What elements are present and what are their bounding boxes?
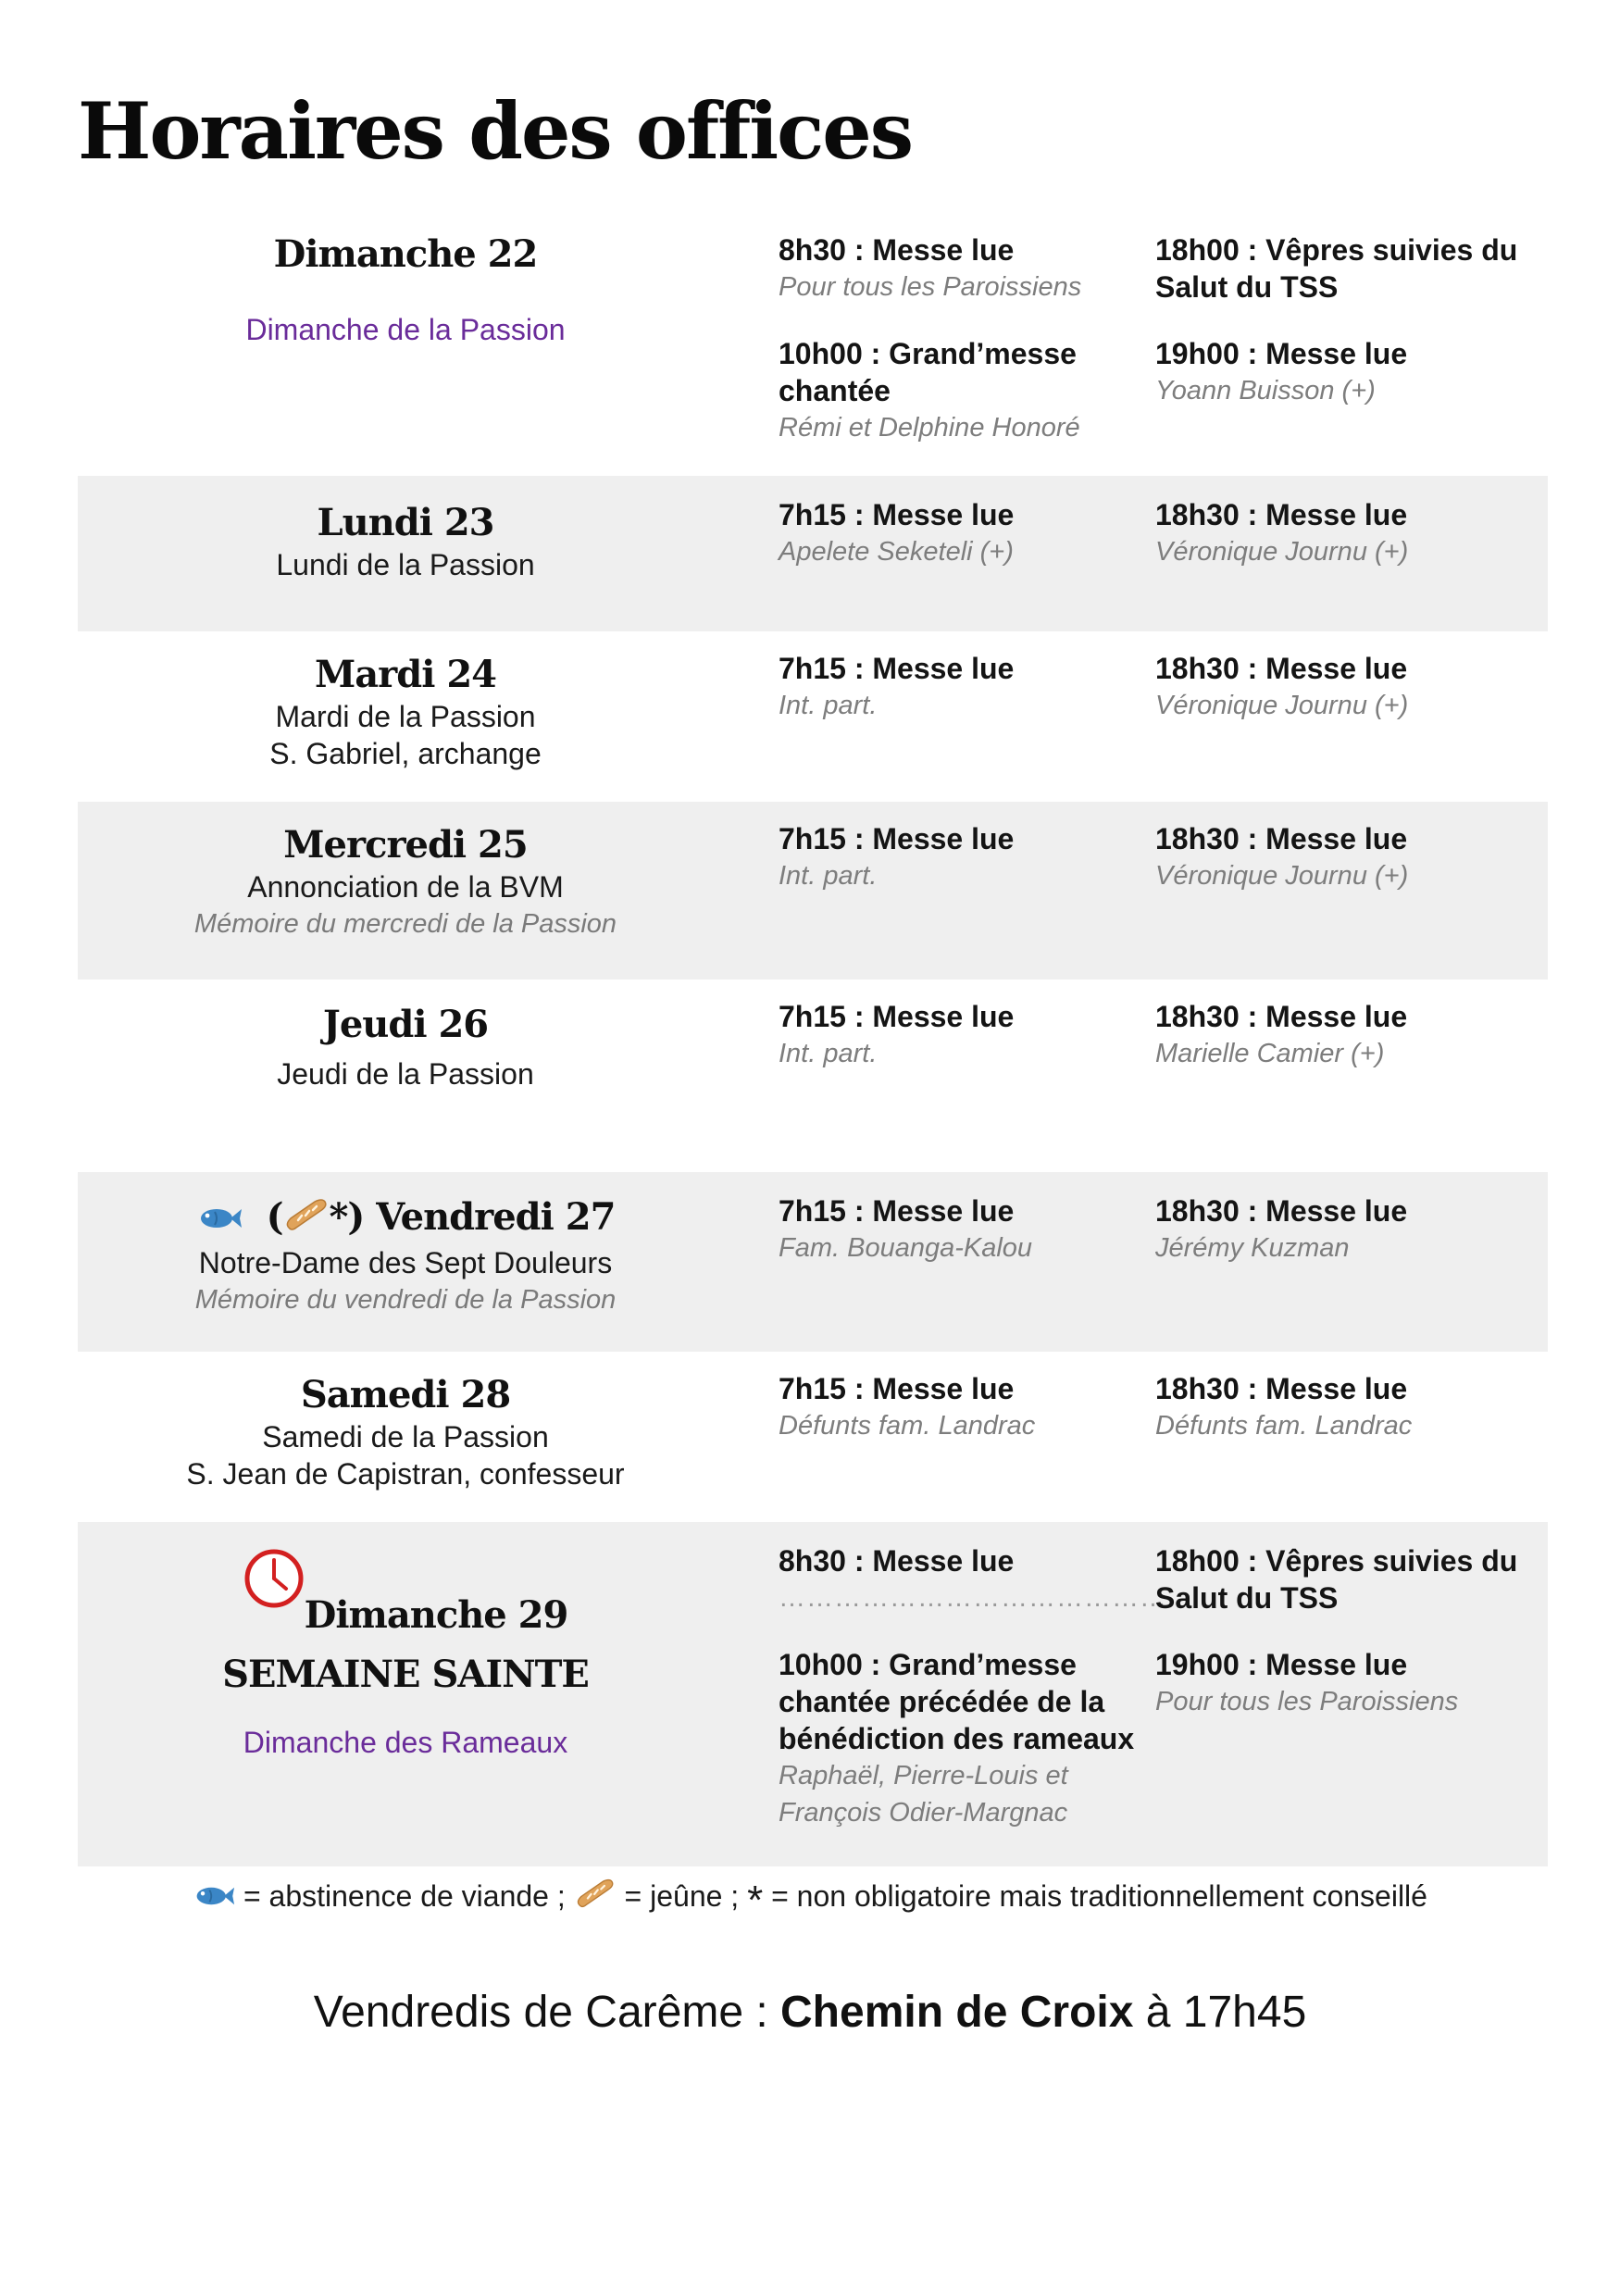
service-time: 8h30 : Messe lue <box>779 1544 1015 1578</box>
services-evening <box>1155 650 1544 724</box>
page-title: Horaires des offices <box>78 85 913 177</box>
day-name: Mercredi 25 <box>283 823 528 867</box>
holy-week-heading: SEMAINE SAINTE <box>222 1653 589 1696</box>
services-evening <box>1155 820 1544 894</box>
bread-icon <box>574 1877 617 1920</box>
services-evening <box>1155 1370 1544 1444</box>
services-evening <box>1155 231 1544 439</box>
services-evening <box>1155 496 1544 570</box>
service-time: 19h00 : Messe lue <box>1155 1648 1408 1681</box>
day-name <box>78 1194 733 1244</box>
liturgical-day: Annonciation de la BVM <box>247 870 564 904</box>
service-intention: Jérémy Kuzman <box>1155 1233 1350 1263</box>
service-intention: Raphaël, Pierre-Louis et François Odier-Margnac <box>779 1761 1068 1828</box>
service-time: 10h00 : Grand’messe chantée précédée de la bénédiction des rameaux <box>779 1648 1135 1755</box>
liturgical-day: Jeudi de la Passion <box>277 1057 534 1091</box>
service-intention: Int. part. <box>779 691 878 720</box>
service-time: 19h00 : Messe lue <box>1155 337 1408 370</box>
service-time: 7h15 : Messe lue <box>779 498 1015 531</box>
service <box>779 335 1145 446</box>
service-time: 7h15 : Messe lue <box>779 1000 1015 1033</box>
service-time: 18h30 : Messe lue <box>1155 822 1408 855</box>
bread-icon <box>283 1196 330 1244</box>
service-intention: Pour tous les Paroissiens <box>779 272 1082 302</box>
commemoration: Mémoire du mercredi de la Passion <box>193 909 617 939</box>
liturgical-day: Lundi de la Passion <box>276 548 535 581</box>
day-cell <box>78 1548 733 1761</box>
day-row-mardi-24 <box>78 631 1548 802</box>
service-time: 8h30 : Messe lue <box>779 233 1015 267</box>
services-morning <box>779 1370 1145 1444</box>
stations-of-cross-note <box>0 1985 1620 2040</box>
day-row-jeudi-26 <box>78 980 1548 1172</box>
fish-icon <box>193 1878 235 1919</box>
service-intention: Véronique Journu (+) <box>1155 691 1409 720</box>
service-intention: Rémi et Delphine Honoré <box>779 413 1080 443</box>
services-evening <box>1155 1542 1544 1750</box>
service-intention: Véronique Journu (+) <box>1155 861 1409 891</box>
services-morning <box>779 1192 1145 1267</box>
service <box>779 1646 1145 1831</box>
legend <box>0 1876 1620 1921</box>
service-time: 18h30 : Messe lue <box>1155 1194 1408 1228</box>
day-cell <box>78 1194 733 1318</box>
day-name: Samedi 28 <box>300 1373 511 1416</box>
service-intention: Défunts fam. Landrac <box>779 1411 1036 1441</box>
day-row-mercredi-25 <box>78 802 1548 980</box>
services-morning <box>779 496 1145 570</box>
day-cell <box>78 822 733 942</box>
day-row-vendredi-27 <box>78 1172 1548 1352</box>
day-name: Jeudi 26 <box>322 1003 489 1046</box>
services-morning <box>779 650 1145 724</box>
liturgical-day: Dimanche des Rameaux <box>243 1726 568 1759</box>
day-cell <box>78 652 733 772</box>
legend-abstinence: = abstinence de viande ; <box>243 1879 566 1913</box>
service-time: 18h30 : Messe lue <box>1155 1372 1408 1405</box>
service <box>1155 335 1544 409</box>
clock-icon <box>243 1548 305 1620</box>
service-time: 10h00 : Grand’messe chantée <box>779 337 1077 407</box>
services-morning <box>779 820 1145 894</box>
service-time: 7h15 : Messe lue <box>779 1194 1015 1228</box>
services-morning <box>779 1542 1167 1861</box>
day-name: Mardi 24 <box>314 653 497 696</box>
service-time: 18h00 : Vêpres suivies du Salut du TSS <box>1155 233 1518 304</box>
service-intention: Pour tous les Paroissiens <box>1155 1687 1459 1716</box>
day-cell <box>78 500 733 583</box>
legend-fast: = jeûne ; <box>624 1879 740 1913</box>
service-intention: Véronique Journu (+) <box>1155 537 1409 567</box>
day-row-samedi-28 <box>78 1352 1548 1522</box>
liturgical-day: Dimanche de la Passion <box>245 313 566 346</box>
services-morning <box>779 998 1145 1072</box>
service-time: 18h30 : Messe lue <box>1155 1000 1408 1033</box>
day-name-text: Vendredi 27 <box>376 1195 616 1239</box>
service-intention: Yoann Buisson (+) <box>1155 376 1376 406</box>
service-intention: Marielle Camier (+) <box>1155 1039 1385 1068</box>
services-evening <box>1155 998 1544 1072</box>
day-row-lundi-23 <box>78 476 1548 631</box>
liturgical-day: Notre-Dame des Sept Douleurs <box>198 1246 613 1279</box>
saint-of-day: S. Jean de Capistran, confesseur <box>186 1457 625 1491</box>
service-time: 18h30 : Messe lue <box>1155 652 1408 685</box>
day-name-text: Dimanche 29 <box>304 1593 568 1637</box>
liturgical-day: Samedi de la Passion <box>262 1420 549 1454</box>
asterisk-symbol: * <box>747 1878 764 1923</box>
fast-paren-open: ( <box>266 1195 283 1239</box>
fast-paren-close: *) <box>329 1195 365 1239</box>
service-time: 18h00 : Vêpres suivies du Salut du TSS <box>1155 1544 1518 1615</box>
service <box>779 1542 1167 1616</box>
day-name <box>78 1548 733 1639</box>
liturgical-day: Mardi de la Passion <box>275 700 536 733</box>
footer-bold: Chemin de Croix <box>780 1988 1134 2037</box>
service-intention: Int. part. <box>779 1039 878 1068</box>
service-intention: Apelete Seketeli (+) <box>779 537 1014 567</box>
service-intention: Fam. Bouanga-Kalou <box>779 1233 1033 1263</box>
commemoration: Mémoire du vendredi de la Passion <box>194 1285 617 1315</box>
service-intention-blank: …………………………………… <box>779 1583 1167 1613</box>
day-name: Dimanche 22 <box>273 232 538 276</box>
service <box>1155 1542 1544 1616</box>
day-row-dimanche-22 <box>78 218 1548 476</box>
service-intention: Int. part. <box>779 861 878 891</box>
service-time: 7h15 : Messe lue <box>779 822 1015 855</box>
footer-tail: à 17h45 <box>1133 1988 1307 2037</box>
service-time: 7h15 : Messe lue <box>779 1372 1015 1405</box>
day-cell <box>78 1002 733 1092</box>
services-evening <box>1155 1192 1544 1267</box>
service <box>779 231 1145 306</box>
schedule-table <box>78 218 1548 1866</box>
day-row-dimanche-29 <box>78 1522 1548 1866</box>
services-morning <box>779 231 1145 476</box>
day-cell <box>78 1372 733 1492</box>
service-time: 7h15 : Messe lue <box>779 652 1015 685</box>
service-intention: Défunts fam. Landrac <box>1155 1411 1413 1441</box>
service <box>1155 1646 1544 1720</box>
legend-optional: = non obligatoire mais traditionnellement conseillé <box>771 1879 1427 1913</box>
day-name: Lundi 23 <box>317 501 494 544</box>
saint-of-day: S. Gabriel, archange <box>269 737 542 770</box>
service-time: 18h30 : Messe lue <box>1155 498 1408 531</box>
service <box>1155 231 1544 306</box>
footer-lead: Vendredis de Carême : <box>313 1988 781 2037</box>
day-cell <box>78 231 733 348</box>
fish-icon <box>196 1197 243 1243</box>
